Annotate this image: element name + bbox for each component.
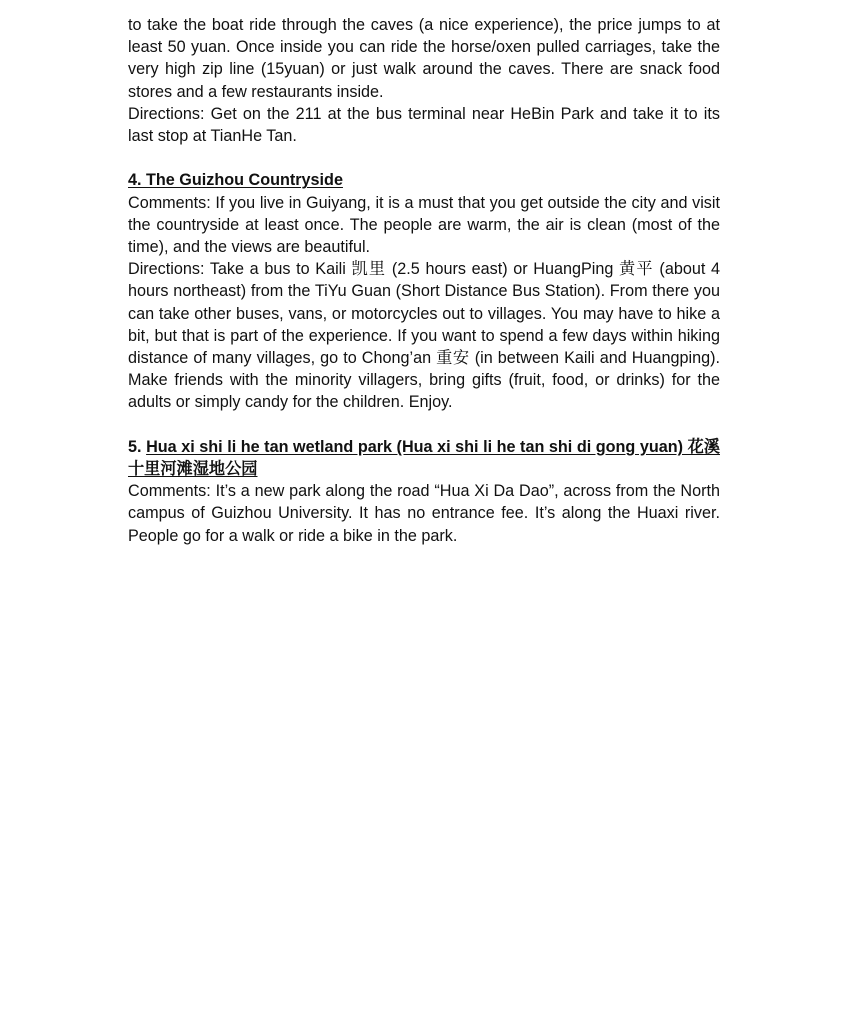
section5-comments: Comments: It’s a new park along the road “Hua Xi Da Dao”, across from the North campus of Guizhou University. It has no entrance fee. It’s along the Huaxi river. People go for a walk or ride a bike in the park. — [128, 482, 720, 545]
section4-heading-line — [128, 169, 720, 191]
section4-comments: Comments: If you live in Guiyang, it is a must that you get outside the city and visit the countryside at least once. The people are warm, the air is clean (most of the time), and the views are beautiful. — [128, 193, 720, 257]
section4-directions: Directions: Take a bus to Kaili 凯里 (2.5 hours east) or HuangPing 黄平 (about 4 hours northeast) from the TiYu Guan (Short Distance Bus Station). From there you can take other buses, vans, or motorcycles out to villages. You may have to hike a bit, but that is part of the experience. If you want to spend a few days within hiking distance of many villages, go to Chong’an 重安 (in between Kaili and Huangping). Make friends with the minority villagers, bring gifts (fruit, food, or drinks) for the adults or simply candy for the children. Enjoy. — [128, 260, 720, 412]
paragraph-gap — [128, 414, 720, 436]
paragraph-gap — [128, 147, 720, 169]
document-page — [128, 14, 720, 547]
section3-directions: Directions: Get on the 211 at the bus terminal near HeBin Park and take it to its last stop at TianHe Tan. — [128, 104, 720, 146]
section4-heading: 4. The Guizhou Countryside — [128, 171, 343, 190]
section5-heading: Hua xi shi li he tan wetland park (Hua xi shi li he tan shi di gong yuan) 花溪十里河滩湿地公园 — [128, 437, 720, 479]
section5-number: 5. — [128, 437, 142, 456]
section5-heading-line — [128, 436, 720, 480]
section3-continued-text: to take the boat ride through the caves (a nice experience), the price jumps to at least 50 yuan. Once inside you can ride the horse/oxen pulled carriages, take the very high zip line (15yuan) or just walk around the caves. There are snack food stores and a few restaurants inside. — [128, 16, 720, 101]
